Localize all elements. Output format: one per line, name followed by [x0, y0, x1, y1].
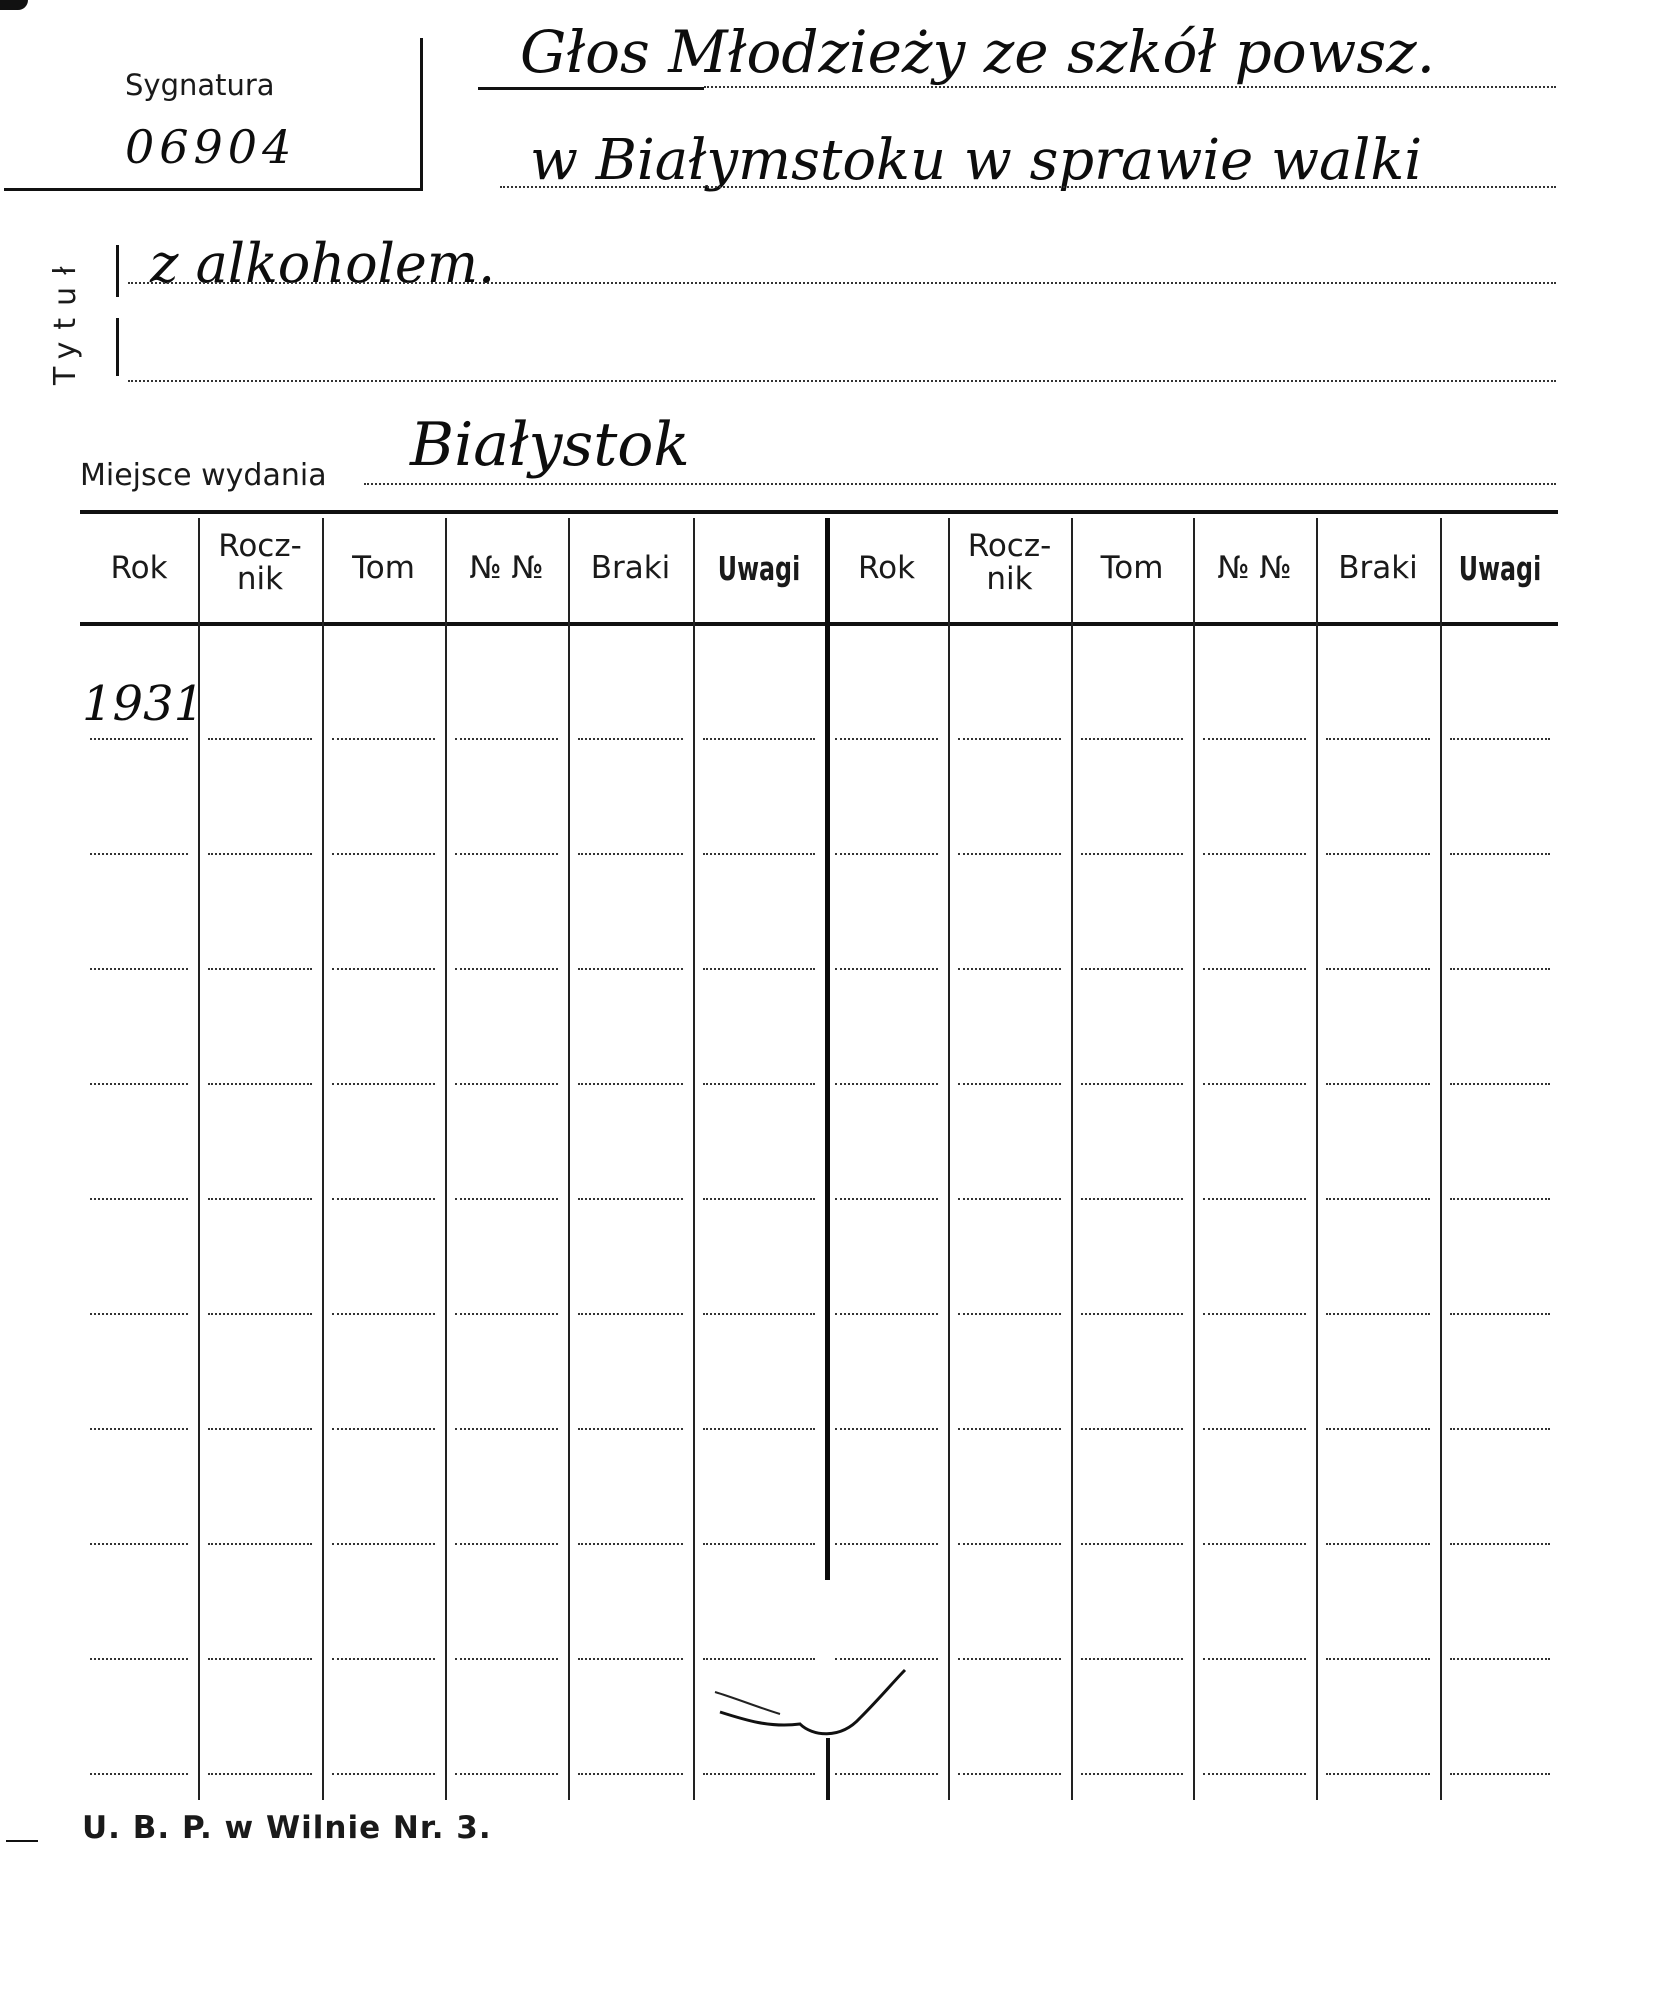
table-row-dotted-line [1326, 1428, 1430, 1430]
table-row-dotted-line [1326, 1773, 1430, 1775]
table-row-dotted-line [332, 853, 435, 855]
table-top-rule [80, 510, 1558, 514]
table-row-dotted-line [1081, 1313, 1183, 1315]
title-dotted-line-4 [128, 380, 1556, 382]
title-dotted-line-2 [500, 186, 1556, 188]
title-line-1: Głos Młodzieży ze szkół powsz. [520, 18, 1436, 86]
table-header-braki-left: Braki [590, 550, 671, 586]
table-row-dotted-line [703, 1543, 815, 1545]
title-line-3: z alkoholem. [150, 232, 496, 295]
table-row-dotted-line [958, 1083, 1061, 1085]
table-row-dotted-line [1203, 1083, 1306, 1085]
table-row-dotted-line [1326, 968, 1430, 970]
table-row-dotted-line [578, 1083, 683, 1085]
table-row-dotted-line [208, 1313, 312, 1315]
table-row-dotted-line [332, 1658, 435, 1660]
table-row-dotted-line [1203, 1428, 1306, 1430]
table-row-dotted-line [455, 1658, 558, 1660]
table-row-dotted-line [332, 1198, 435, 1200]
table-row-dotted-line [208, 1083, 312, 1085]
paper-tear-mark [700, 1640, 920, 1750]
table-row-dotted-line [455, 1083, 558, 1085]
table-column-line [948, 518, 950, 1800]
table-row-dotted-line [703, 853, 815, 855]
table-row-dotted-line [1450, 1658, 1550, 1660]
table-row-dotted-line [835, 1313, 938, 1315]
signature-label: Sygnatura [125, 68, 275, 102]
table-row-dotted-line [455, 1428, 558, 1430]
table-row-dotted-line [1203, 968, 1306, 970]
table-column-line [568, 518, 570, 1800]
table-row-dotted-line [208, 968, 312, 970]
table-row-dotted-line [1326, 1543, 1430, 1545]
table-row-dotted-line [332, 1313, 435, 1315]
table-header-rocznik-right: Rocz- nik [967, 528, 1052, 597]
table-row-dotted-line [835, 853, 938, 855]
table-row-dotted-line [703, 1313, 815, 1315]
table-row-dotted-line [1203, 1198, 1306, 1200]
table-row-dotted-line [90, 968, 188, 970]
table-row-dotted-line [1203, 1313, 1306, 1315]
table-column-line [1071, 518, 1073, 1800]
table-row-dotted-line [208, 1428, 312, 1430]
table-row-dotted-line [1450, 853, 1550, 855]
card-edge-mark [6, 1840, 38, 1842]
table-row-dotted-line [90, 853, 188, 855]
table-row-dotted-line [578, 1773, 683, 1775]
table-row-dotted-line [958, 968, 1061, 970]
table-row-dotted-line [1326, 1083, 1430, 1085]
table-row-dotted-line [1450, 1198, 1550, 1200]
table-row-dotted-line [578, 968, 683, 970]
table-row-dotted-line [332, 1543, 435, 1545]
table-row-dotted-line [578, 853, 683, 855]
table-row-dotted-line [1081, 968, 1183, 970]
table-row-dotted-line [958, 738, 1061, 740]
table-column-line [1440, 518, 1442, 1800]
table-row-dotted-line [90, 1313, 188, 1315]
table-row-dotted-line [1081, 1428, 1183, 1430]
table-row-dotted-line [208, 1658, 312, 1660]
table-row-dotted-line [1450, 968, 1550, 970]
table-row-dotted-line [455, 1313, 558, 1315]
table-row-dotted-line [1450, 738, 1550, 740]
table-row-dotted-line [208, 1773, 312, 1775]
table-row-dotted-line [455, 968, 558, 970]
table-row-dotted-line [1081, 1198, 1183, 1200]
table-row-dotted-line [1203, 853, 1306, 855]
table-row-dotted-line [835, 968, 938, 970]
place-dotted-line [364, 483, 1556, 485]
table-row-dotted-line [90, 1658, 188, 1660]
table-header-rule [80, 622, 1558, 626]
table-row-dotted-line [835, 738, 938, 740]
table-header-rok-left: Rok [110, 550, 168, 586]
table-header-rocznik-left: Rocz- nik [218, 528, 302, 597]
table-row-dotted-line [332, 1428, 435, 1430]
table-row-dotted-line [703, 968, 815, 970]
table-row-dotted-line [958, 1773, 1061, 1775]
table-row-dotted-line [1326, 853, 1430, 855]
table-row-dotted-line [332, 1083, 435, 1085]
table-row-dotted-line [703, 1428, 815, 1430]
title-side-label: Tytuł [48, 254, 83, 385]
table-row-dotted-line [578, 1543, 683, 1545]
title-underline [478, 87, 704, 90]
table-row-dotted-line [958, 1543, 1061, 1545]
table-center-divider [825, 518, 830, 1580]
table-row-dotted-line [703, 738, 815, 740]
table-row-dotted-line [1081, 738, 1183, 740]
table-header-tom-left: Tom [352, 550, 415, 586]
table-row-dotted-line [958, 1658, 1061, 1660]
table-row-dotted-line [1450, 1773, 1550, 1775]
table-row-dotted-line [1326, 738, 1430, 740]
table-column-line [1193, 518, 1195, 1800]
table-row-dotted-line [578, 738, 683, 740]
table-header-tom-right: Tom [1100, 550, 1164, 586]
table-row-dotted-line [455, 853, 558, 855]
table-row-dotted-line [835, 1198, 938, 1200]
table-column-line [322, 518, 324, 1800]
table-row-dotted-line [958, 853, 1061, 855]
table-cell-value: 1931 [82, 676, 205, 732]
table-row-dotted-line [1326, 1198, 1430, 1200]
table-header-braki-right: Braki [1338, 550, 1418, 586]
table-row-dotted-line [90, 1198, 188, 1200]
table-row-dotted-line [1450, 1313, 1550, 1315]
table-row-dotted-line [208, 1198, 312, 1200]
table-row-dotted-line [1450, 1543, 1550, 1545]
signature-box-border [4, 188, 423, 191]
table-row-dotted-line [1203, 1658, 1306, 1660]
table-header--right: № № [1217, 550, 1292, 586]
table-row-dotted-line [332, 738, 435, 740]
table-row-dotted-line [1081, 1083, 1183, 1085]
publisher-footer: U. B. P. w Wilnie Nr. 3. [82, 1810, 492, 1846]
table-row-dotted-line [90, 1428, 188, 1430]
table-row-dotted-line [703, 1198, 815, 1200]
table-column-line [693, 518, 695, 1800]
table-row-dotted-line [1203, 1543, 1306, 1545]
table-row-dotted-line [208, 738, 312, 740]
table-row-dotted-line [455, 738, 558, 740]
table-row-dotted-line [1326, 1313, 1430, 1315]
table-row-dotted-line [1203, 738, 1306, 740]
table-row-dotted-line [90, 738, 188, 740]
table-row-dotted-line [578, 1313, 683, 1315]
table-row-dotted-line [1081, 1543, 1183, 1545]
table-row-dotted-line [578, 1198, 683, 1200]
title-side-bracket [116, 245, 119, 297]
table-row-dotted-line [90, 1773, 188, 1775]
table-row-dotted-line [578, 1658, 683, 1660]
place-label: Miejsce wydania [80, 458, 327, 493]
table-row-dotted-line [455, 1773, 558, 1775]
table-row-dotted-line [1081, 1658, 1183, 1660]
signature-value: 06904 [125, 120, 297, 174]
table-row-dotted-line [835, 1083, 938, 1085]
table-row-dotted-line [208, 1543, 312, 1545]
table-row-dotted-line [703, 1083, 815, 1085]
table-row-dotted-line [835, 1428, 938, 1430]
card-corner [0, 0, 28, 10]
table-header-rok-right: Rok [857, 550, 916, 586]
table-row-dotted-line [1450, 1083, 1550, 1085]
table-row-dotted-line [958, 1313, 1061, 1315]
table-header-uwagi-left: Uwagi [717, 549, 801, 588]
table-row-dotted-line [1081, 853, 1183, 855]
table-header-uwagi-right: Uwagi [1458, 549, 1542, 588]
table-row-dotted-line [958, 1198, 1061, 1200]
table-row-dotted-line [208, 853, 312, 855]
table-column-line [445, 518, 447, 1800]
table-row-dotted-line [455, 1543, 558, 1545]
table-row-dotted-line [578, 1428, 683, 1430]
title-line-2: w Białymstoku w sprawie walki [530, 128, 1423, 193]
table-column-line [1316, 518, 1318, 1800]
title-side-bracket [116, 318, 119, 376]
table-row-dotted-line [1081, 1773, 1183, 1775]
table-row-dotted-line [1450, 1428, 1550, 1430]
table-row-dotted-line [703, 1773, 815, 1775]
place-value: Białystok [410, 410, 690, 480]
title-dotted-line-3 [128, 282, 1556, 284]
table-row-dotted-line [90, 1543, 188, 1545]
table-row-dotted-line [835, 1773, 938, 1775]
signature-box-border [420, 38, 423, 190]
title-dotted-line-1 [704, 86, 1556, 88]
table-row-dotted-line [835, 1543, 938, 1545]
table-row-dotted-line [958, 1428, 1061, 1430]
table-row-dotted-line [332, 968, 435, 970]
table-row-dotted-line [1326, 1658, 1430, 1660]
table-row-dotted-line [1203, 1773, 1306, 1775]
table-row-dotted-line [455, 1198, 558, 1200]
table-row-dotted-line [90, 1083, 188, 1085]
table-row-dotted-line [332, 1773, 435, 1775]
table-header--left: № № [469, 550, 544, 586]
